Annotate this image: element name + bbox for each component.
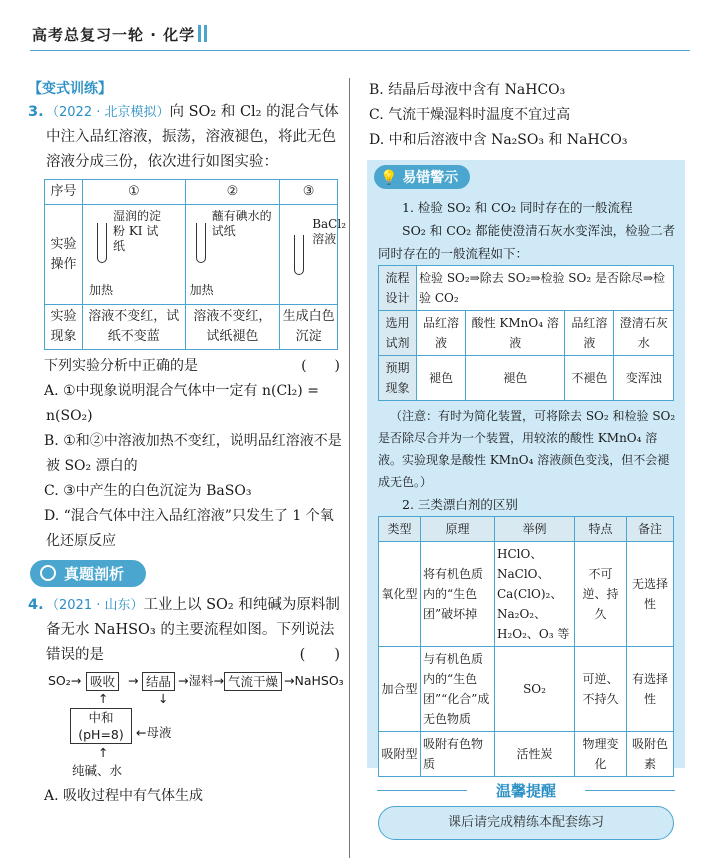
heat-label: 加热 (89, 283, 114, 297)
answer-blank: ( ) (301, 358, 340, 374)
option-d: D. “混合气体中注入品红溶液”只发生了 1 个氧化还原反应 (44, 508, 334, 549)
test-tube-icon (97, 223, 107, 263)
phenomenon-cell: 褪色 (466, 356, 565, 401)
table-row (379, 647, 674, 732)
flow-feed: 纯碱、水 (72, 763, 123, 778)
operation-text: 蘸有碘水的试纸 (211, 209, 272, 238)
warning-content (378, 196, 676, 777)
table-row-label: 实验现象 (45, 305, 83, 350)
reagent-cell: 澄清石灰水 (614, 311, 674, 356)
option-c: C. ③中产生的白色沉淀为 BaSO₃ (44, 483, 252, 499)
feature-cell: 可逆、不持久 (575, 647, 627, 732)
flow-arrow: → (128, 673, 139, 688)
warning-point-1-detail: SO₂ 和 CO₂ 都能使澄清石灰水变浑浊，检验二者同时存在的一般流程如下： (378, 223, 676, 261)
question-source: （2021 · 山东） (46, 598, 144, 613)
type-cell: 加合型 (379, 647, 421, 732)
operation-cell-3 (280, 205, 347, 305)
table-row-label: 实验操作 (45, 205, 83, 305)
flow-step-dry: 气流干燥 (224, 672, 282, 691)
reagent-cell: 品红溶液 (565, 311, 614, 356)
ask-text: 下列实验分析中正确的是 (44, 358, 198, 374)
neutralize-label: 中和 (88, 710, 114, 725)
question-stem: 向 SO₂ 和 Cl₂ 的混合气体中注入品红溶液，振荡，溶液褪色，将此无色溶液分成三份，依次进行如图实验： (46, 104, 339, 170)
flow-end: →NaHSO₃ (284, 673, 344, 688)
tip-title: 温馨提醒 (367, 780, 685, 801)
option-a: A. ①中现象说明混合气体中一定有 n(Cl₂) = n(SO₂) (44, 383, 319, 424)
question-3 (28, 100, 344, 175)
flow-arrow-up: ↑ (98, 745, 109, 760)
phenomenon-cell: 变浑浊 (614, 356, 674, 401)
principle-cell: 将有机色质内的“生色团”破坏掉 (421, 542, 495, 647)
list-icon (40, 565, 56, 581)
heat-label: 加热 (189, 283, 214, 297)
feature-cell: 物理变化 (575, 732, 627, 777)
table-row (379, 542, 674, 647)
result-cell: 生成白色沉淀 (280, 305, 338, 350)
table-head-cell: 特点 (575, 517, 627, 542)
table-head-cell: ① (83, 180, 186, 205)
flow-start: SO₂→ (48, 673, 82, 688)
table-head-cell: 举例 (495, 517, 575, 542)
flow-step-crystallize: 结晶 (142, 672, 175, 691)
result-cell: 溶液不变红，试纸褪色 (185, 305, 280, 350)
operation-cell-2 (185, 205, 280, 305)
column-divider (349, 78, 350, 858)
test-tube-icon (196, 223, 206, 263)
table-head-cell: 类型 (379, 517, 421, 542)
result-cell: 溶液不变红，试纸不变蓝 (83, 305, 186, 350)
table-head-cell: 备注 (627, 517, 674, 542)
process-flowchart (28, 668, 344, 778)
question-stem: 工业上以 SO₂ 和纯碱为原料制备无水 NaHSO₃ 的主要流程如图。下列说法错误的是 (46, 597, 340, 663)
principle-cell: 吸附有色物质 (421, 732, 495, 777)
remark-cell: 吸附色素 (627, 732, 674, 777)
so2-co2-table (378, 265, 674, 401)
remark-cell: 无选择性 (627, 542, 674, 647)
table-head-cell: ③ (280, 180, 338, 205)
feature-cell: 不可逆、持久 (575, 542, 627, 647)
table-row-label: 流程设计 (379, 266, 417, 311)
answer-blank: ( ) (299, 647, 340, 663)
option-b: B. ①和②中溶液加热不变红，说明品红溶液不是被 SO₂ 漂白的 (44, 433, 342, 474)
section-tag: 【变式训练】 (28, 81, 112, 97)
table-row (379, 732, 674, 777)
question-number: 3. (28, 104, 44, 120)
tip-box: 课后请完成精练本配套练习 (378, 806, 674, 840)
remark-cell: 有选择性 (627, 647, 674, 732)
example-cell: SO₂ (495, 647, 575, 732)
flow-mother-liquor: ←母液 (136, 725, 172, 740)
table-head-cell: 序号 (45, 180, 83, 205)
warning-tag-label: 易错警示 (402, 170, 459, 186)
flow-wet: →湿料→ (178, 673, 224, 688)
neutralize-ph: (pH=8) (78, 727, 124, 742)
experiment-table (44, 179, 347, 350)
flow-design-cell: 检验 SO₂⇒除去 SO₂⇒检验 SO₂ 是否除尽⇒检验 CO₂ (417, 266, 674, 311)
table-head-cell: ② (185, 180, 280, 205)
header-rule (30, 50, 690, 51)
type-cell: 吸附型 (379, 732, 421, 777)
warning-point-2: 2. 三类漂白剂的区别 (402, 497, 518, 512)
question-ask (28, 354, 344, 379)
question-source: （2022 · 北京模拟） (46, 105, 170, 120)
page-header (0, 0, 712, 52)
test-tube-icon (294, 235, 304, 275)
table-row-label: 选用试剂 (379, 311, 417, 356)
option-a: A. 吸收过程中有气体生成 (44, 788, 204, 804)
right-column (371, 78, 687, 153)
flow-arrow-up: ↑ (98, 691, 109, 706)
operation-cell-1 (83, 205, 186, 305)
option-c: C. 气流干燥湿料时温度不宜过高 (369, 107, 571, 123)
option-d: D. 中和后溶液中含 Na₂SO₃ 和 NaHCO₃ (369, 132, 628, 148)
option-b: B. 结晶后母液中含有 NaHCO₃ (369, 82, 566, 98)
reagent-cell: 酸性 KMnO₄ 溶液 (466, 311, 565, 356)
lightbulb-icon: 💡 (380, 170, 398, 186)
reagent-cell: 品红溶液 (417, 311, 466, 356)
bleach-table (378, 516, 674, 777)
table-head-cell: 原理 (421, 517, 495, 542)
header-title: 高考总复习一轮 · 化学 (32, 26, 196, 44)
principle-cell: 与有机色质内的“生色团”“化合”成无色物质 (421, 647, 495, 732)
warning-point-1: 1. 检验 SO₂ 和 CO₂ 同时存在的一般流程 (402, 200, 633, 215)
left-column (28, 78, 347, 809)
banner-label: 真题剖析 (64, 565, 125, 583)
example-cell: HClO、NaClO、Ca(ClO)₂、Na₂O₂、H₂O₂、O₃ 等 (495, 542, 575, 647)
section-banner (28, 560, 344, 587)
operation-text: BaCl₂ 溶液 (312, 217, 347, 246)
flow-arrow-down: ↓ (158, 691, 169, 706)
note-text: （注意：有时为简化装置，可将除去 SO₂ 和检验 SO₂ 是否除尽合并为一个装置，用较浓的酸性 KMnO₄ 溶液。实验现象是酸性 KMnO₄ 溶液颜色变浅，但不会褪成无色。） (378, 409, 676, 489)
warning-tag (374, 165, 470, 189)
type-cell: 氧化型 (379, 542, 421, 647)
phenomenon-cell: 褪色 (417, 356, 466, 401)
example-cell: 活性炭 (495, 732, 575, 777)
phenomenon-cell: 不褪色 (565, 356, 614, 401)
flow-step-absorb: 吸收 (86, 672, 119, 691)
header-decoration (198, 25, 210, 46)
flow-step-neutralize (70, 708, 132, 744)
operation-text: 湿润的淀粉 KI 试纸 (113, 209, 162, 253)
question-4 (28, 593, 344, 668)
table-row-label: 预期现象 (379, 356, 417, 401)
question-number: 4. (28, 597, 44, 613)
